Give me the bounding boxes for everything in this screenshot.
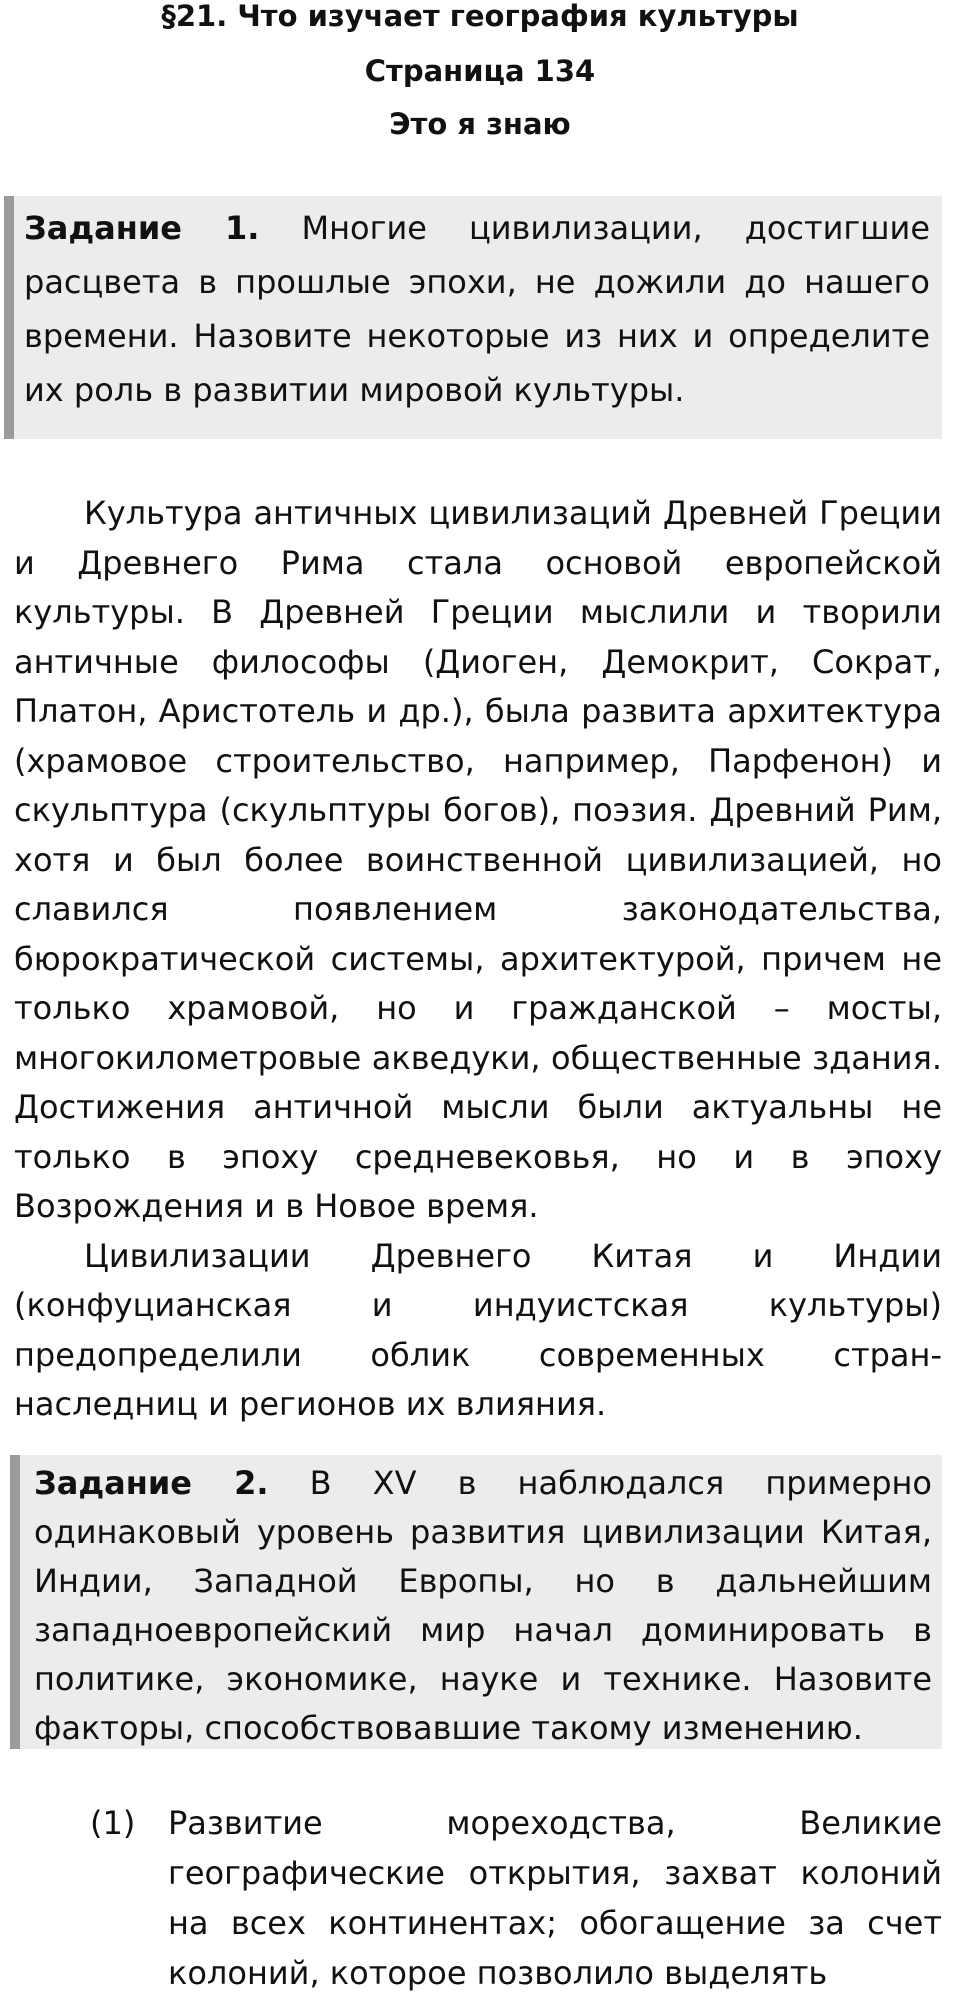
answer-1-paragraph: Цивилизации Древнего Китая и Индии (конфуцианская и индуистская культуры) предопределили облик современных стран-наследниц и регионов их влияния. bbox=[14, 1236, 942, 1423]
list-item-text: Развитие мореходства, Великие географические открытия, захват колоний на всех континентах; обогащение за счет колоний, которое позволило выделять bbox=[168, 1804, 942, 1992]
answer-1-paragraph: Культура античных цивилизаций Древней Греции и Древнего Рима стала основой европейской культуры. В Древней Греции мыслили и творили античные философы (Диоген, Демокрит, Сократ, Платон, Аристотель и др.), была развита архитектура (храмовое строительство, например, Парфенон) и скульптура (скульптуры богов), поэзия. Древний Рим, хотя и был более воинственной цивилизацией, но славился появлением законодательства, бюрократической системы, архитектурой, причем не только храмовой, но и гражданской – мосты, многокилометровые акведуки, общественные здания. Достижения античной мысли были актуальны не только в эпоху средневековья, но и в эпоху Возрождения и в Новое время. bbox=[14, 494, 942, 1225]
answer-2-list bbox=[90, 1798, 942, 1998]
task-1-label: Задание 1. bbox=[24, 209, 260, 247]
task-2-text: В XV в наблюдался примерно одинаковый уровень развития цивилизации Китая, Индии, Западной Европы, но в дальнейшим западноевропейский мир начал доминировать в политике, экономике, науке и технике. Назовите факторы, способствовавшие такому изменению. bbox=[34, 1464, 933, 1747]
task-2-box bbox=[10, 1455, 942, 1749]
task-1-box bbox=[4, 196, 942, 439]
list-item bbox=[90, 1798, 942, 1998]
answer-1 bbox=[14, 489, 942, 1430]
task-1-text: Многие цивилизации, достигшие расцвета в прошлые эпохи, не дожили до нашего времени. Назовите некоторые из них и определите их роль в развитии мировой культуры. bbox=[24, 209, 931, 409]
subheading: Это я знаю bbox=[389, 107, 571, 141]
page-label: Страница 134 bbox=[364, 54, 596, 88]
list-item-number: (1) bbox=[90, 1804, 136, 1842]
section-title: §21. Что изучает география культуры bbox=[161, 0, 799, 33]
task-2-label: Задание 2. bbox=[34, 1464, 269, 1502]
